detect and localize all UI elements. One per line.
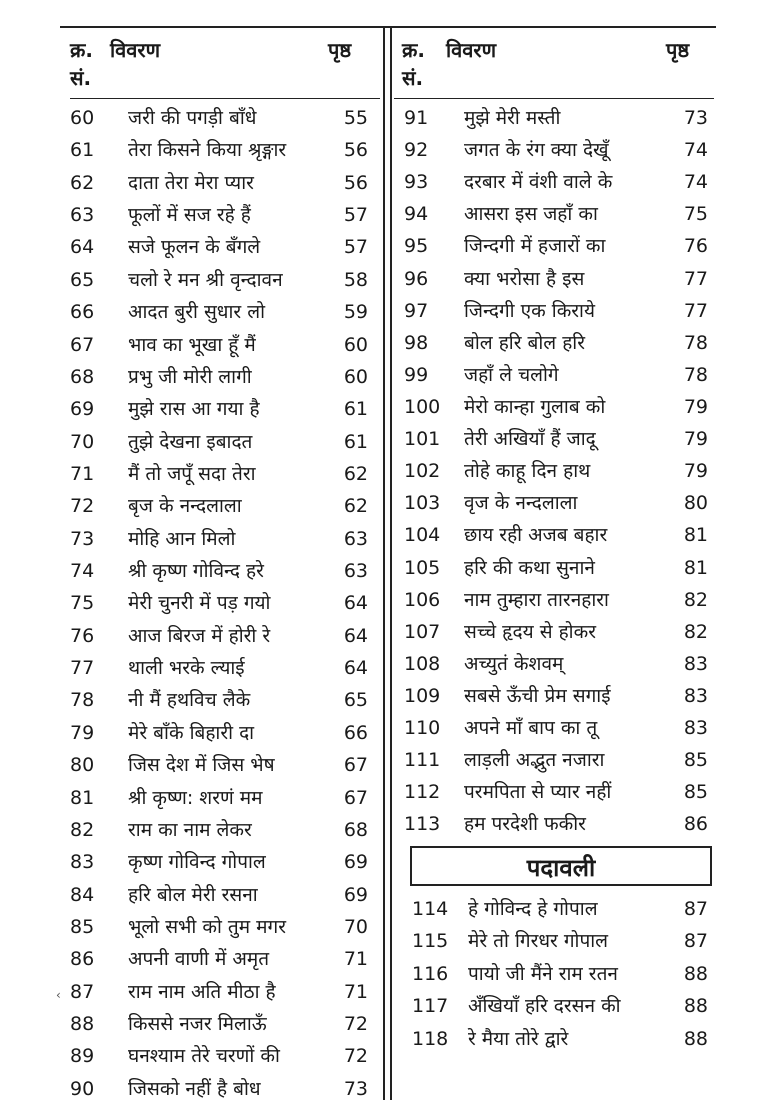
toc-entry-page: 88 xyxy=(683,1027,708,1050)
toc-entry-title: नाम तुम्हारा तारनहारा xyxy=(464,588,609,611)
toc-entry-title: बृज के नन्दलाला xyxy=(128,495,242,518)
toc-entry-number: 83 xyxy=(70,851,95,874)
toc-entry-number: 91 xyxy=(404,107,429,129)
toc-entry-page: 61 xyxy=(343,430,368,453)
toc-entry-page: 63 xyxy=(343,560,368,583)
toc-entry-number: 115 xyxy=(412,930,449,953)
toc-entry-page: 83 xyxy=(683,684,708,707)
left-header-rule xyxy=(70,98,380,99)
toc-entry-title: सबसे ऊँची प्रेम सगाई xyxy=(464,684,611,707)
toc-entry-title: छाय रही अजब बहार xyxy=(464,524,608,547)
toc-entry-number: 95 xyxy=(404,235,429,258)
toc-entry-number: 85 xyxy=(70,915,95,938)
toc-entry-page: 64 xyxy=(343,624,368,647)
toc-row xyxy=(70,879,370,911)
toc-row xyxy=(404,776,714,808)
toc-entry-number: 108 xyxy=(404,652,441,675)
toc-entry-title: मेरे बाँके बिहारी दा xyxy=(128,721,255,744)
toc-entry-title: श्री कृष्ण: शरणं मम xyxy=(128,786,263,809)
toc-entry-number: 70 xyxy=(70,430,95,453)
toc-entry-page: 64 xyxy=(343,657,368,680)
margin-mark: ‹ xyxy=(56,988,61,1002)
toc-entry-page: 65 xyxy=(343,689,368,712)
toc-entry-title: तेरा किसने किया श्रृङ्गार xyxy=(128,139,287,162)
toc-entry-title: हरि बोल मेरी रसना xyxy=(128,883,258,906)
toc-entry-number: 61 xyxy=(70,139,95,162)
toc-entry-number: 88 xyxy=(70,1013,95,1036)
toc-entry-page: 56 xyxy=(343,171,368,194)
toc-row xyxy=(404,198,714,230)
toc-row xyxy=(404,391,714,423)
toc-entry-number: 76 xyxy=(70,624,95,647)
left-header-page: पृष्ठ xyxy=(328,38,352,62)
toc-row xyxy=(70,231,370,263)
toc-entry-page: 67 xyxy=(343,754,368,777)
toc-row xyxy=(412,893,714,925)
toc-entry-title: भूलो सभी को तुम मगर xyxy=(128,915,286,938)
toc-entry-number: 100 xyxy=(404,395,441,418)
padavali-entries xyxy=(412,893,714,1055)
toc-entry-number: 96 xyxy=(404,267,429,290)
toc-entry-page: 72 xyxy=(343,1013,368,1036)
toc-row xyxy=(70,1008,370,1040)
toc-entry-title: हम परदेशी फकीर xyxy=(464,813,586,836)
toc-entry-page: 60 xyxy=(343,365,368,388)
toc-row xyxy=(70,264,370,296)
toc-entry-number: 103 xyxy=(404,492,441,515)
toc-row xyxy=(404,423,714,455)
toc-row xyxy=(70,814,370,846)
toc-entry-number: 114 xyxy=(412,898,449,920)
toc-entry-title: तेरी अखियाँ हैं जादू xyxy=(464,428,596,451)
toc-entry-number: 71 xyxy=(70,462,95,485)
toc-entry-page: 69 xyxy=(343,883,368,906)
toc-entry-page: 82 xyxy=(683,588,708,611)
toc-entry-number: 104 xyxy=(404,524,441,547)
toc-entry-number: 77 xyxy=(70,657,95,680)
toc-entry-title: जरी की पगड़ी बाँधे xyxy=(128,107,257,129)
toc-entry-page: 71 xyxy=(343,980,368,1003)
toc-entry-page: 67 xyxy=(343,786,368,809)
toc-entry-page: 87 xyxy=(683,898,708,920)
toc-entry-number: 84 xyxy=(70,883,95,906)
toc-row xyxy=(404,295,714,327)
toc-entry-title: आदत बुरी सुधार लो xyxy=(128,301,266,324)
toc-entry-number: 102 xyxy=(404,460,441,483)
toc-entry-title: अपनी वाणी में अमृत xyxy=(128,948,270,971)
toc-entry-title: घनश्याम तेरे चरणों की xyxy=(128,1045,280,1068)
toc-entry-number: 87 xyxy=(70,980,95,1003)
toc-entry-title: पायो जी मैंने राम रतन xyxy=(468,962,618,985)
toc-entry-number: 93 xyxy=(404,171,429,194)
toc-entry-number: 82 xyxy=(70,818,95,841)
header-serial-line2: सं. xyxy=(402,66,424,90)
toc-entry-title: नी मैं हथविच लैके xyxy=(128,689,251,712)
toc-row xyxy=(404,744,714,776)
toc-entry-page: 81 xyxy=(683,524,708,547)
toc-row xyxy=(412,990,714,1022)
toc-entry-title: फूलों में सज रहे हैं xyxy=(128,204,251,227)
toc-entry-number: 81 xyxy=(70,786,95,809)
toc-entry-page: 73 xyxy=(343,1077,368,1100)
toc-entry-page: 83 xyxy=(683,652,708,675)
toc-entry-page: 60 xyxy=(343,333,368,356)
toc-row xyxy=(70,199,370,231)
toc-entry-number: 101 xyxy=(404,428,441,451)
column-divider-right xyxy=(390,28,392,1100)
toc-row xyxy=(404,712,714,744)
toc-entry-page: 57 xyxy=(343,236,368,259)
toc-entry-title: राम का नाम लेकर xyxy=(128,818,252,841)
toc-entry-page: 79 xyxy=(683,395,708,418)
toc-entry-title: वृज के नन्दलाला xyxy=(464,492,578,515)
toc-entry-page: 85 xyxy=(683,749,708,772)
toc-entry-number: 112 xyxy=(404,781,441,804)
toc-entry-number: 64 xyxy=(70,236,95,259)
toc-entry-title: तुझे देखना इबादत xyxy=(128,430,253,453)
toc-entry-page: 82 xyxy=(683,620,708,643)
toc-row xyxy=(70,167,370,199)
toc-entry-number: 98 xyxy=(404,331,429,354)
toc-entry-number: 68 xyxy=(70,365,95,388)
toc-entry-page: 78 xyxy=(683,363,708,386)
toc-entry-page: 62 xyxy=(343,495,368,518)
toc-entry-title: मुझे रास आ गया है xyxy=(128,398,260,421)
toc-entry-title: श्री कृष्ण गोविन्द हरे xyxy=(128,560,264,583)
toc-entry-number: 89 xyxy=(70,1045,95,1068)
toc-entry-title: दाता तेरा मेरा प्यार xyxy=(128,171,254,194)
toc-row xyxy=(404,519,714,551)
toc-entry-title: तोहे काहू दिन हाथ xyxy=(464,460,591,483)
header-serial-line1: क्र. xyxy=(70,38,93,62)
toc-entry-title: प्रभु जी मोरी लागी xyxy=(128,365,252,388)
toc-row xyxy=(70,555,370,587)
toc-row xyxy=(404,584,714,616)
toc-entry-page: 73 xyxy=(683,107,708,129)
toc-row xyxy=(70,911,370,943)
toc-entry-title: जिस देश में जिस भेष xyxy=(128,754,275,777)
toc-entry-title: बोल हरि बोल हरि xyxy=(464,331,585,354)
toc-entry-page: 87 xyxy=(683,930,708,953)
toc-entry-number: 94 xyxy=(404,203,429,226)
toc-entry-number: 99 xyxy=(404,363,429,386)
toc-entry-title: मोहि आन मिलो xyxy=(128,527,236,550)
toc-entry-number: 73 xyxy=(70,527,95,550)
toc-row xyxy=(404,102,714,134)
toc-entry-title: आसरा इस जहाँ का xyxy=(464,203,598,226)
toc-entry-page: 56 xyxy=(343,139,368,162)
toc-entry-number: 67 xyxy=(70,333,95,356)
toc-entry-number: 105 xyxy=(404,556,441,579)
toc-entry-title: चलो रे मन श्री वृन्दावन xyxy=(128,268,283,291)
column-divider-left xyxy=(383,28,385,1100)
toc-entry-title: मेरी चुनरी में पड़ गयो xyxy=(128,592,271,615)
toc-row xyxy=(70,426,370,458)
toc-row xyxy=(404,680,714,712)
toc-row xyxy=(70,1040,370,1072)
left-header-desc: विवरण xyxy=(110,38,161,62)
toc-entry-page: 63 xyxy=(343,527,368,550)
toc-row xyxy=(404,616,714,648)
toc-entry-number: 65 xyxy=(70,268,95,291)
toc-entry-page: 71 xyxy=(343,948,368,971)
toc-entry-page: 59 xyxy=(343,301,368,324)
toc-entry-title: जिन्दगी एक किराये xyxy=(464,299,596,322)
right-header-serial xyxy=(402,36,425,92)
toc-entry-title: कृष्ण गोविन्द गोपाल xyxy=(128,851,266,874)
toc-entry-number: 92 xyxy=(404,139,429,162)
toc-entry-title: जिन्दगी में हजारों का xyxy=(464,235,606,258)
toc-row xyxy=(412,1023,714,1055)
toc-entry-title: क्या भरोसा है इस xyxy=(464,267,585,290)
toc-entry-title: सच्चे हृदय से होकर xyxy=(464,620,596,643)
toc-entry-number: 66 xyxy=(70,301,95,324)
toc-row xyxy=(404,327,714,359)
toc-entry-title: जगत के रंग क्या देखूँ xyxy=(464,139,609,162)
top-rule xyxy=(60,26,716,28)
toc-entry-number: 113 xyxy=(404,813,441,836)
toc-entry-title: मुझे मेरी मस्ती xyxy=(464,107,561,129)
toc-entry-number: 62 xyxy=(70,171,95,194)
toc-row xyxy=(70,393,370,425)
toc-entry-title: थाली भरके ल्याई xyxy=(128,657,245,680)
toc-entry-number: 75 xyxy=(70,592,95,615)
toc-entry-number: 111 xyxy=(404,749,441,772)
header-serial-line2: सं. xyxy=(70,66,92,90)
toc-entry-title: जिसको नहीं है बोध xyxy=(128,1077,261,1100)
toc-row xyxy=(404,263,714,295)
toc-entry-number: 107 xyxy=(404,620,441,643)
toc-entry-number: 106 xyxy=(404,588,441,611)
toc-row xyxy=(70,1073,370,1105)
toc-entry-page: 66 xyxy=(343,721,368,744)
toc-entry-title: राम नाम अति मीठा है xyxy=(128,980,276,1003)
toc-entry-page: 78 xyxy=(683,331,708,354)
toc-entry-page: 88 xyxy=(683,962,708,985)
toc-row xyxy=(70,458,370,490)
toc-row xyxy=(70,943,370,975)
toc-entry-number: 116 xyxy=(412,962,449,985)
toc-entry-number: 97 xyxy=(404,299,429,322)
right-header-page: पृष्ठ xyxy=(666,38,690,62)
toc-entry-title: आज बिरज में होरी रे xyxy=(128,624,271,647)
toc-entry-number: 72 xyxy=(70,495,95,518)
toc-entry-number: 74 xyxy=(70,560,95,583)
toc-entry-page: 80 xyxy=(683,492,708,515)
toc-row xyxy=(70,329,370,361)
toc-entry-page: 64 xyxy=(343,592,368,615)
toc-row xyxy=(404,359,714,391)
toc-row xyxy=(70,134,370,166)
toc-entry-page: 77 xyxy=(683,267,708,290)
toc-entry-page: 58 xyxy=(343,268,368,291)
toc-entry-page: 77 xyxy=(683,299,708,322)
toc-row xyxy=(70,523,370,555)
toc-entry-page: 61 xyxy=(343,398,368,421)
toc-row xyxy=(70,652,370,684)
right-header-rule xyxy=(394,98,714,99)
toc-entry-title: सजे फूलन के बँगले xyxy=(128,236,261,259)
toc-entry-title: मैं तो जपूँ सदा तेरा xyxy=(128,462,256,485)
toc-row xyxy=(70,976,370,1008)
toc-entry-page: 55 xyxy=(343,107,368,129)
toc-row xyxy=(404,134,714,166)
toc-entry-page: 62 xyxy=(343,462,368,485)
toc-row xyxy=(70,490,370,522)
toc-entry-title: भाव का भूखा हूँ मैं xyxy=(128,333,256,356)
toc-entry-number: 86 xyxy=(70,948,95,971)
toc-entry-number: 118 xyxy=(412,1027,449,1050)
toc-row xyxy=(70,749,370,781)
toc-row xyxy=(404,648,714,680)
toc-entry-page: 72 xyxy=(343,1045,368,1068)
toc-entry-number: 69 xyxy=(70,398,95,421)
toc-row xyxy=(70,846,370,878)
toc-entry-title: मेरे तो गिरधर गोपाल xyxy=(468,930,609,953)
toc-row xyxy=(70,717,370,749)
toc-row xyxy=(404,455,714,487)
toc-entry-title: लाड़ली अद्भुत नजारा xyxy=(464,749,605,772)
toc-entry-number: 60 xyxy=(70,107,95,129)
toc-entry-number: 78 xyxy=(70,689,95,712)
toc-entry-title: मेरो कान्हा गुलाब को xyxy=(464,395,606,418)
toc-entry-number: 110 xyxy=(404,717,441,740)
toc-row xyxy=(70,587,370,619)
toc-entry-title: परमपिता से प्यार नहीं xyxy=(464,781,612,804)
toc-row xyxy=(70,620,370,652)
toc-row xyxy=(404,487,714,519)
toc-entry-page: 57 xyxy=(343,204,368,227)
toc-entry-number: 117 xyxy=(412,995,449,1018)
toc-entry-page: 85 xyxy=(683,781,708,804)
toc-entry-title: अच्युतं केशवम् xyxy=(464,652,564,675)
toc-entry-page: 83 xyxy=(683,717,708,740)
toc-row xyxy=(412,925,714,957)
toc-entry-page: 68 xyxy=(343,818,368,841)
left-column-entries xyxy=(70,102,370,1105)
toc-entry-page: 74 xyxy=(683,171,708,194)
toc-entry-number: 80 xyxy=(70,754,95,777)
toc-entry-title: अपने माँ बाप का तू xyxy=(464,717,598,740)
right-column-entries xyxy=(404,102,714,841)
toc-entry-number: 79 xyxy=(70,721,95,744)
toc-entry-page: 75 xyxy=(683,203,708,226)
header-serial-line1: क्र. xyxy=(402,38,425,62)
toc-entry-page: 74 xyxy=(683,139,708,162)
toc-entry-page: 69 xyxy=(343,851,368,874)
toc-entry-page: 79 xyxy=(683,428,708,451)
toc-entry-number: 109 xyxy=(404,684,441,707)
toc-row xyxy=(70,361,370,393)
toc-entry-page: 79 xyxy=(683,460,708,483)
right-header-desc: विवरण xyxy=(446,38,497,62)
toc-entry-title: हे गोविन्द हे गोपाल xyxy=(468,898,598,920)
toc-row xyxy=(70,782,370,814)
toc-entry-title: रे मैया तोरे द्वारे xyxy=(468,1027,569,1050)
toc-entry-title: अँखियाँ हरि दरसन की xyxy=(468,995,621,1018)
left-header-serial xyxy=(70,36,93,92)
toc-row xyxy=(70,296,370,328)
toc-entry-title: दरबार में वंशी वाले के xyxy=(464,171,613,194)
toc-entry-page: 81 xyxy=(683,556,708,579)
toc-row xyxy=(404,552,714,584)
toc-entry-title: हरि की कथा सुनाने xyxy=(464,556,595,579)
section-title-padavali: पदावली xyxy=(410,846,712,886)
toc-row xyxy=(412,958,714,990)
toc-entry-page: 86 xyxy=(683,813,708,836)
toc-entry-title: जहाँ ले चलोगे xyxy=(464,363,559,386)
toc-entry-number: 90 xyxy=(70,1077,95,1100)
toc-row xyxy=(404,808,714,840)
toc-entry-page: 76 xyxy=(683,235,708,258)
toc-row xyxy=(70,684,370,716)
toc-row xyxy=(404,230,714,262)
toc-row xyxy=(70,102,370,134)
toc-entry-page: 70 xyxy=(343,915,368,938)
toc-entry-page: 88 xyxy=(683,995,708,1018)
toc-entry-title: किससे नजर मिलाऊँ xyxy=(128,1013,267,1036)
toc-entry-number: 63 xyxy=(70,204,95,227)
toc-row xyxy=(404,166,714,198)
